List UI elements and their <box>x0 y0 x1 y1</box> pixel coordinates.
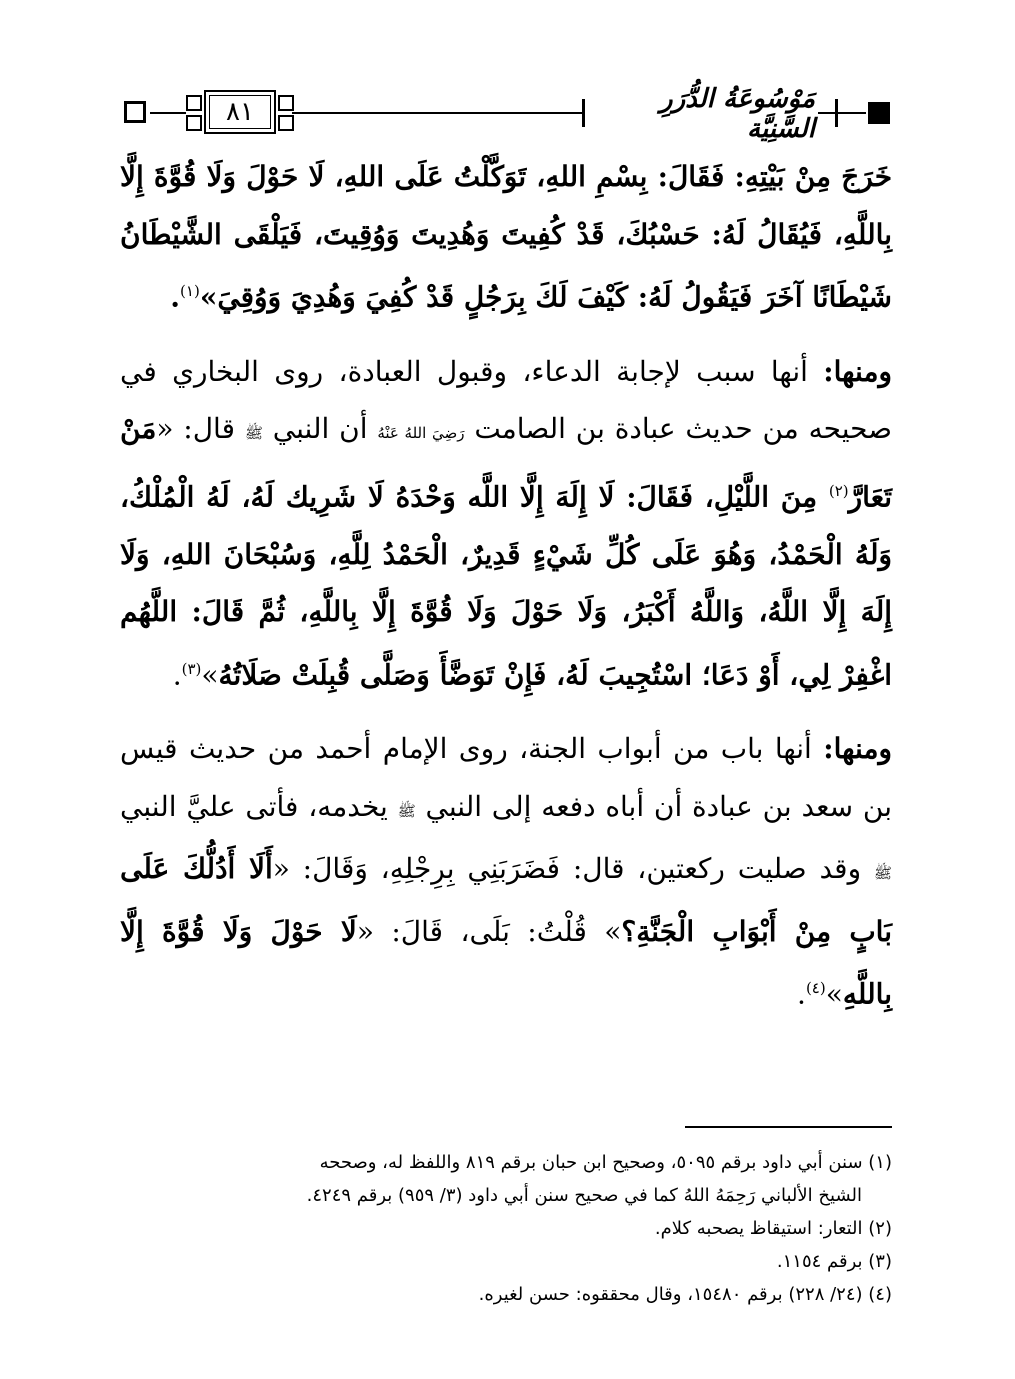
ornament <box>186 115 202 131</box>
paragraph-text: قال: « <box>156 412 245 446</box>
punctuation: » <box>825 977 843 1011</box>
honorific: رَضِيَ اللهُ عَنْهُ <box>377 424 465 443</box>
book-title: مَوْسُوعَةُ الدُّرَرِ السَّنِيَّة <box>660 84 815 144</box>
footnotes <box>120 1146 892 1311</box>
footnote-3: (٣) برقم ١١٥٤. <box>776 1251 892 1272</box>
paragraph-text: يخدمه، فأتى عليَّ النبي <box>120 789 398 823</box>
paragraph-lead: ومنها: <box>823 354 892 388</box>
punctuation: . <box>172 657 182 691</box>
footnote-4: (٤) (٢٤/ ٢٢٨) برقم ١٥٤٨٠، وقال محققوه: حسن لغيره. <box>478 1284 892 1305</box>
paragraph-text: وقد صليت ركعتين، قال: فَضَرَبَنِي بِرِجْلِهِ، وَقَالَ: « <box>272 852 874 886</box>
header-bar <box>582 99 585 127</box>
punctuation: . <box>170 280 181 314</box>
paragraph-hadith-continuation <box>120 148 892 326</box>
book-title-box <box>590 84 815 144</box>
paragraph-paradise-door <box>120 720 892 1023</box>
paragraph-text: » قُلْتُ: بَلَى، قَالَ: « <box>356 914 622 948</box>
footnote-ref-3: (٣) <box>181 659 202 678</box>
footnote-ref-1: (١) <box>180 282 200 300</box>
hadith-quote: مَنْ تَعَارَّ <box>120 412 892 514</box>
ornament <box>278 95 294 111</box>
paragraph-lead: ومنها: <box>823 732 892 766</box>
hadith-quote: مِنَ اللَّيْلِ، فَقَالَ: لَا إِلَهَ إِلَّا اللَّه وَحْدَهُ لَا شَرِيك لَهُ، لَهُ الْمُلْكُ، وَلَهُ الْحَمْدُ، وَهُوَ عَلَى كُلِّ شَيْءٍ قَدِيرٌ، الْحَمْدُ لِلَّهِ، وَسُبْحَانَ اللهِ، وَلَا إِلَهَ إِلَّا اللَّهُ، وَاللَّهُ أَكْبَرُ، وَلَا حَوْلَ وَلَا قُوَّةَ إِلَّا بِاللَّهِ، ثُمَّ قَالَ: اللَّهُم اغْفِرْ لِي، أَوْ دَعَا؛ اسْتُجِيبَ لَهُ، فَإِنْ تَوَضَّأَ وَصَلَّى قُبِلَتْ صَلَاتُهُ <box>120 480 892 691</box>
punctuation: » <box>201 657 219 691</box>
footnote-ref-4: (٤) <box>805 979 826 998</box>
main-text <box>120 148 892 1023</box>
paragraph-text: أنها سبب لإجابة الدعاء، وقبول العبادة، روى البخاري في صحيحه من حديث عبادة بن الصامت <box>120 354 893 446</box>
paragraph-text: أن النبي <box>262 412 378 446</box>
footnote-2: (٢) التعار: استيقاظ يصحبه كلام. <box>654 1218 892 1239</box>
ornament <box>186 95 202 111</box>
header-rule-left <box>150 112 186 114</box>
ornament <box>278 115 294 131</box>
header-rule-right <box>818 112 866 114</box>
page-number-box <box>204 90 276 134</box>
footnote-1: (١) سنن أبي داود برقم ٥٠٩٥، وصحيح ابن حبان برقم ٨١٩ واللفظ له، وصححه <box>319 1152 892 1173</box>
honorific: ﷺ <box>873 864 893 883</box>
footnote-separator <box>685 1126 892 1128</box>
footnote-ref-2: (٢) <box>828 481 849 500</box>
header-filled-square <box>868 102 890 124</box>
footnote-1-continuation: الشيخ الألباني رَحِمَهُ اللهُ كما في صحيح سنن أبي داود (٣/ ٩٥٩) برقم ٤٢٤٩. <box>306 1185 862 1206</box>
header-rule-middle <box>292 112 582 114</box>
page-number: ٨١ <box>226 97 254 127</box>
paragraph-text: أنها باب من أبواب الجنة، روى الإمام أحمد من حديث قيس بن سعد بن عبادة أن أباه دفعه إلى النبي <box>120 732 893 823</box>
punctuation: . <box>797 977 806 1011</box>
hadith-text: خَرَجَ مِنْ بَيْتِهِ: فَقَالَ: بِسْمِ اللهِ، تَوَكَّلْتُ عَلَى اللهِ، لَا حَوْلَ وَلَا قُوَّةَ إِلَّا بِاللَّهِ، فَيُقَالُ لَهُ: حَسْبُكَ، قَدْ كُفِيتَ وَهُدِيتَ وَوُقِيتَ، فَيَلْقَى الشَّيْطَانُ شَيْطَانًا آخَرَ فَيَقُولُ لَهُ: كَيْفَ لَكَ بِرَجُلٍ قَدْ كُفِيَ وَهُدِيَ وَوُقِيَ» <box>120 160 892 314</box>
paragraph-dua <box>120 343 892 704</box>
hadith-quote: لَا حَوْلَ وَلَا قُوَّةَ إِلَّا بِاللَّهِ <box>120 914 892 1011</box>
honorific: ﷺ <box>397 801 416 820</box>
header-hollow-square <box>124 101 146 123</box>
honorific: ﷺ <box>244 424 263 443</box>
header-bar <box>835 99 838 127</box>
hadith-quote: أَلَا أَدُلُّكَ عَلَى بَابٍ مِنْ أَبْوَابِ الْجَنَّةِ؟ <box>120 852 893 948</box>
